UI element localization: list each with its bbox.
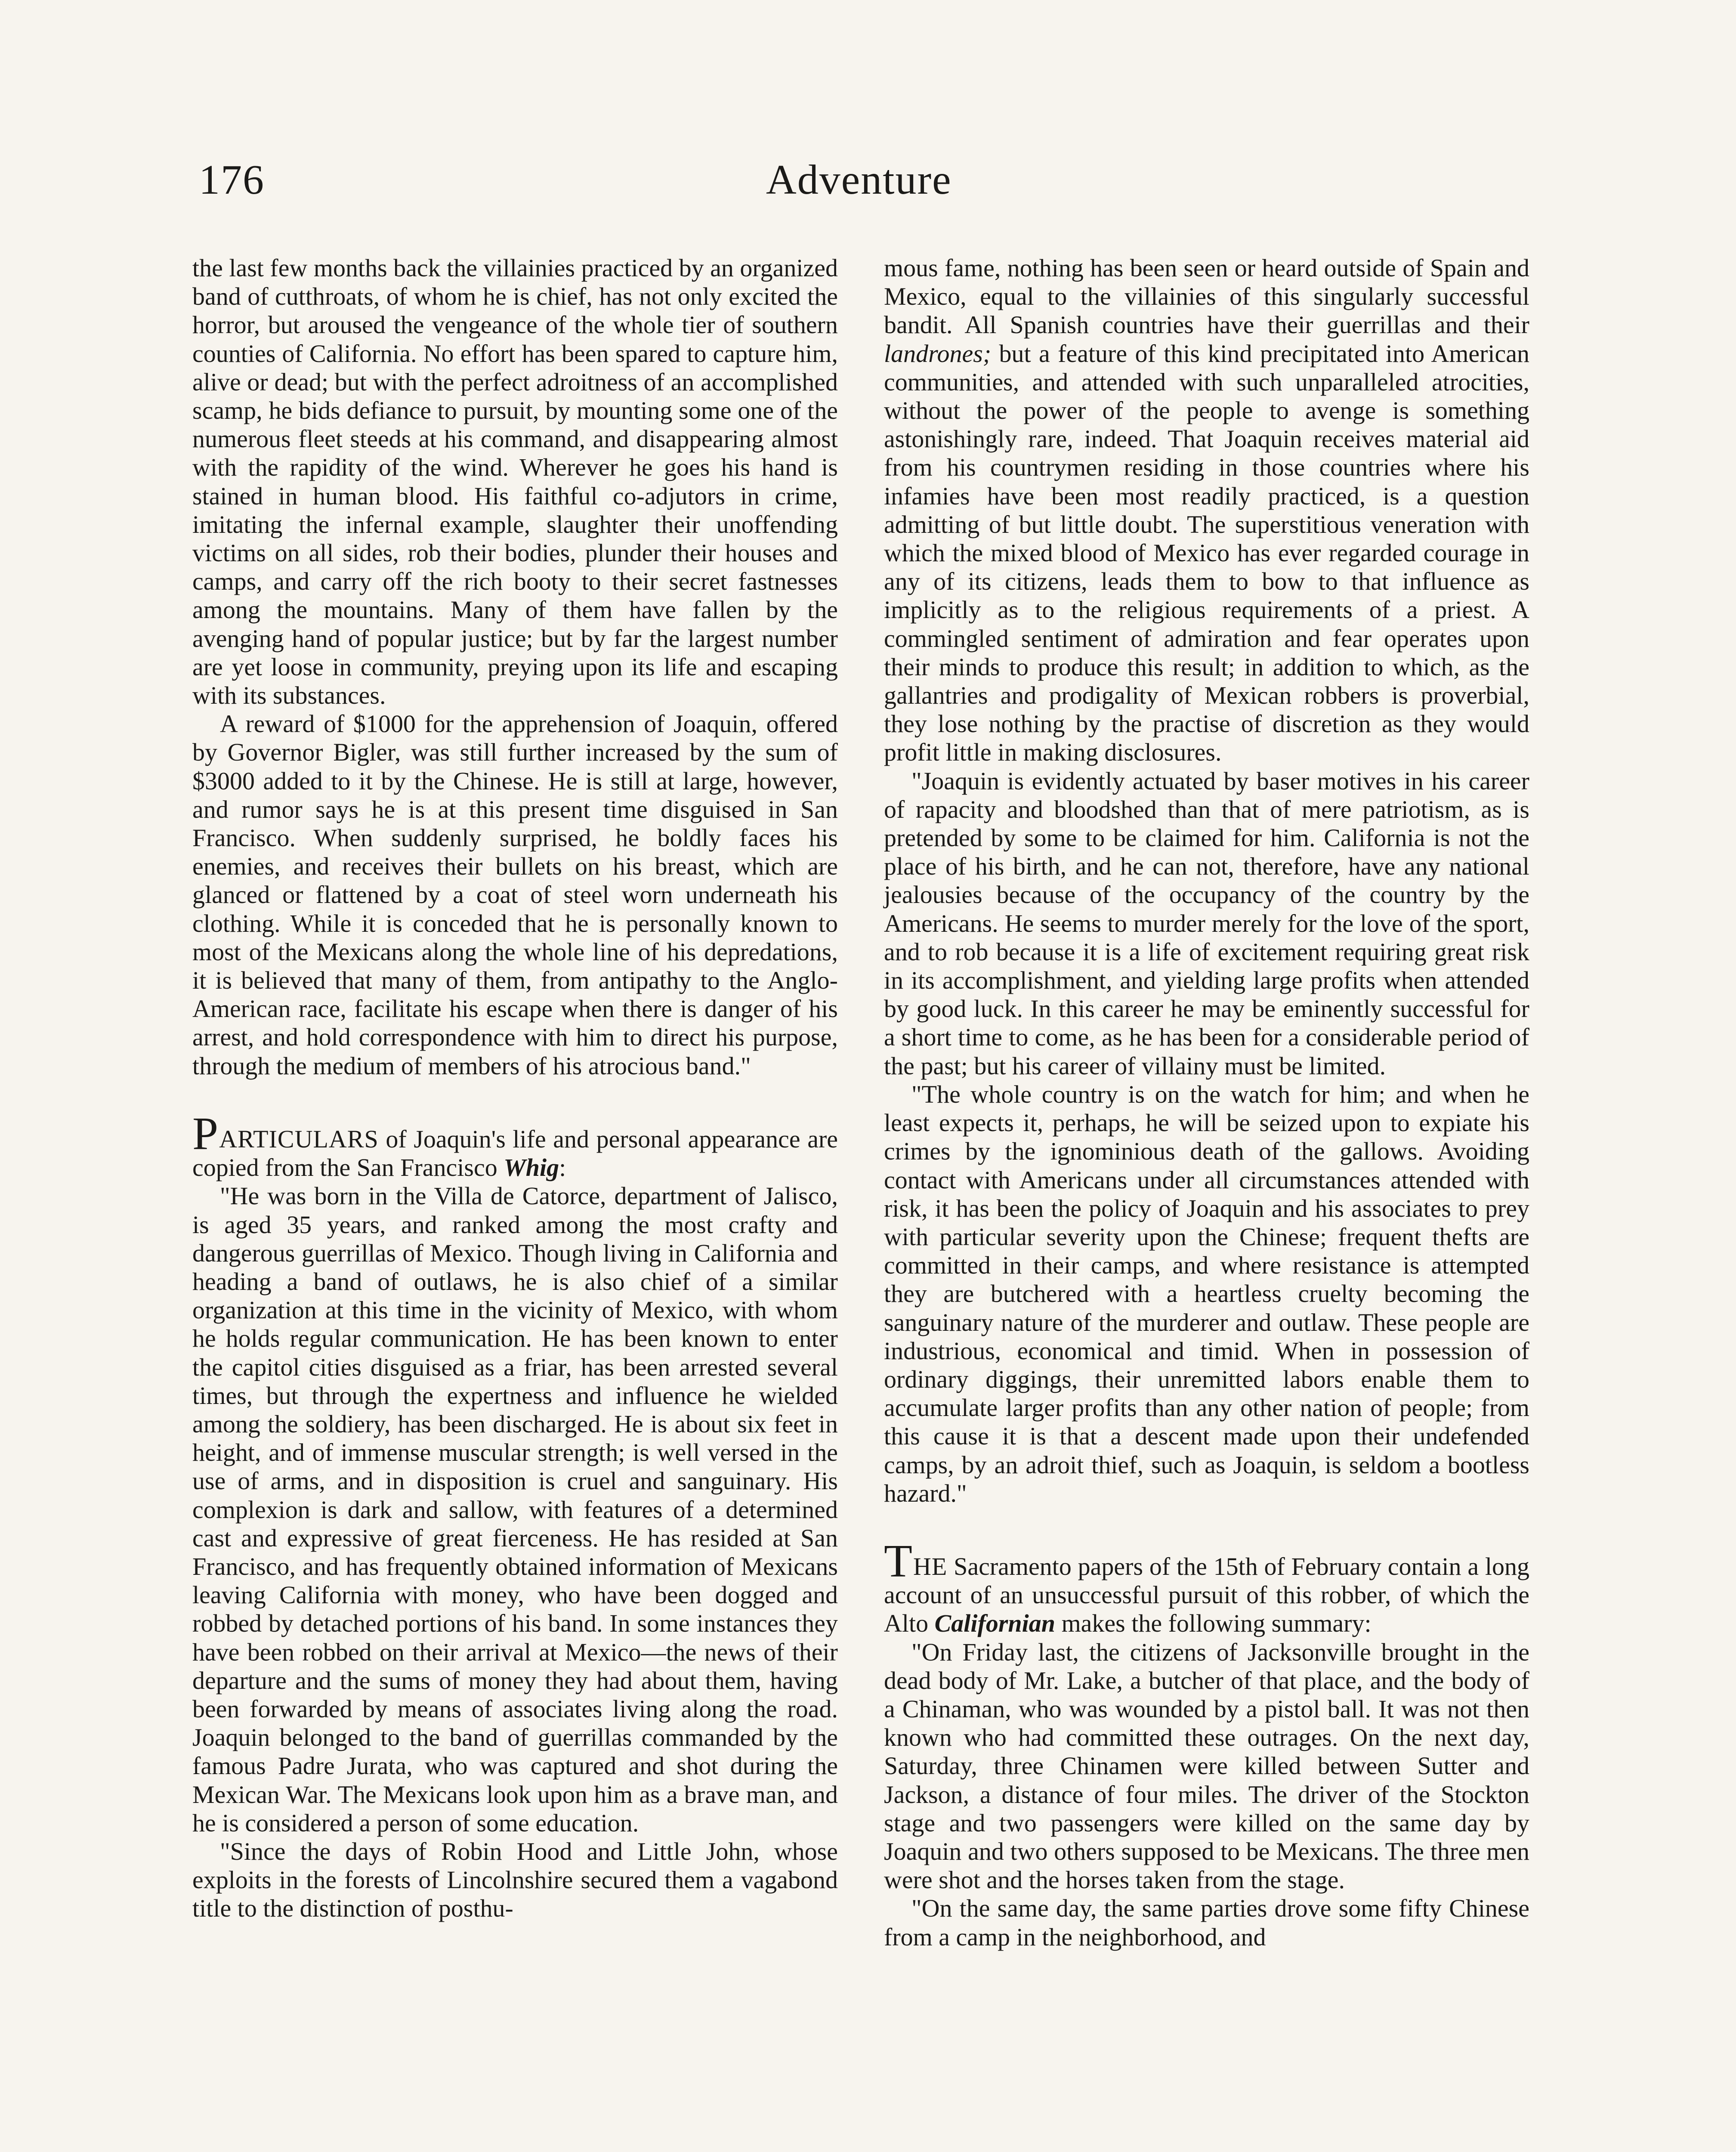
left-column — [192, 254, 838, 1923]
section-break — [884, 1508, 1529, 1549]
paragraph: "On Friday last, the citizens of Jacksonville brought in the dead body of Mr. Lake, a butcher of that place, and the body of a Chinaman, who was wounded by a pistol ball. It was not then known who had committed these outrages. On the next day, Saturday, three Chinamen were killed between Sutter and Jackson, a distance of four miles. The driver of the Stockton stage and two passengers were killed on the same day by Joaquin and two others supposed to be Mexicans. The three men were shot and the horses taken from the stage. — [884, 1638, 1529, 1894]
text-run: but a feature of this kind precipitated into American communities, and attended with such unparalleled atrocities, without the power of the people to avenge is something astonishingly rare, indeed. That Joaquin receives material aid from his countrymen residing in those countries where his infamies have been most readily practiced, is a question admitting of but little doubt. The superstitious veneration with which the mixed blood of Mexico has ever regarded courage in any of its citizens, leads them to bow to that influence as implicitly as to the religious requirements of a priest. A commingled sentiment of admiration and fear operates upon their minds to produce this result; in addition to which, as the gallantries and prodigality of Mexican robbers is proverbial, they lose nothing by the practise of discretion as they would profit little in making disclosures. — [884, 339, 1529, 767]
newspaper-name: Whig — [504, 1153, 559, 1182]
lead-text: of Joaquin's life and personal appearance are copied from the San Francisco — [192, 1125, 838, 1182]
right-column — [884, 254, 1529, 1951]
paragraph: "He was born in the Villa de Catorce, department of Jalisco, is aged 35 years, and ranked among the most crafty and dangerous guerrillas of Mexico. Though living in California and heading a band of outlaws, he is also chief of a similar organization at this time in the vicinity of Mexico, with whom he holds regular communication. He has been known to enter the capitol cities disguised as a friar, has been arrested several times, but through the expertness and influence he wielded among the soldiery, has been discharged. He is about six feet in height, and of immense muscular strength; is well versed in the use of arms, and in disposition is cruel and sanguinary. His complexion is dark and sallow, with features of a determined cast and expressive of great fierceness. He has resided at San Francisco, and has frequently obtained information of Mexicans leaving California with money, who have been dogged and robbed by detached portions of his band. In some instances they have been robbed on their arrival at Mexico—the news of their departure and the sums of money they had about them, having been forwarded by means of associates living along the road. Joaquin belonged to the band of guerrillas commanded by the famous Padre Jurata, who was captured and shot during the Mexican War. The Mexicans look upon him as a brave man, and he is considered a person of some education. — [192, 1182, 838, 1837]
drop-cap: T — [884, 1535, 912, 1587]
lead-text: Sacramento papers of the 15th of February contain a long account of an unsuccessful pursuit of this robber, of which the Alto — [884, 1552, 1529, 1638]
lead-smallcaps: HE — [913, 1552, 948, 1580]
paragraph: "The whole country is on the watch for him; and when he least expects it, perhaps, he will be seized upon to expiate his crimes by the ignominious death of the gallows. Avoiding contact with Americans under all circumstances attended with risk, it has been the policy of Joaquin and his associates to prey with particular severity upon the Chinese; frequent thefts are committed in their camps, and where resistance is attempted they are butchered with a heartless cruelty becoming the sanguinary nature of the murderer and outlaw. These people are industrious, economical and timid. When in possession of ordinary diggings, their unremitted labors enable them to accumulate larger profits than any other nation of people; from this cause it is that a descent made upon their undefended camps, by an adroit thief, such as Joaquin, is seldom a bootless hazard." — [884, 1080, 1529, 1507]
paragraph — [884, 254, 1529, 767]
lead-text-end: : — [559, 1153, 566, 1182]
lead-smallcaps: ARTICULARS — [219, 1125, 379, 1153]
paragraph: "Joaquin is evidently actuated by baser motives in his career of rapacity and bloodshed than that of mere patriotism, as is pretended by some to be claimed for him. California is not the place of his birth, and he can not, therefore, have any national jealousies because of the occupancy of the country by the Americans. He seems to murder merely for the love of the sport, and to rob because it is a life of excitement requiring great risk in its accomplishment, and yielding large profits when attended by good luck. In this career he may be eminently successful for a short time to come, as he has been for a considerable period of the past; but his career of villainy must be limited. — [884, 767, 1529, 1080]
paragraph: the last few months back the villainies practiced by an organized band of cutthroats, of whom he is chief, has not only excited the horror, but aroused the vengeance of the whole tier of southern counties of California. No effort has been spared to capture him, alive or dead; but with the perfect adroitness of an accomplished scamp, he bids defiance to pursuit, by mounting some one of the numerous fleet steeds at his command, and disappearing almost with the rapidity of the wind. Wherever he goes his hand is stained in human blood. His faithful co-adjutors in crime, imitating the infernal example, slaughter their unoffending victims on all sides, rob their bodies, plunder their houses and camps, and carry off the rich booty to their secret fastnesses among the mountains. Many of them have fallen by the avenging hand of popular justice; but by far the largest number are yet loose in community, preying upon its life and escaping with its substances. — [192, 254, 838, 710]
paragraph: "On the same day, the same parties drove some fifty Chinese from a camp in the neighborhood, and — [884, 1894, 1529, 1951]
lead-text-end: makes the following summary: — [1055, 1609, 1372, 1638]
section-lead-paragraph — [884, 1535, 1529, 1638]
text-run: mous fame, nothing has been seen or heard outside of Spain and Mexico, equal to the villainies of this singularly successful bandit. All Spanish countries have their guerrillas and their — [884, 254, 1529, 339]
paragraph: A reward of $1000 for the apprehension of Joaquin, offered by Governor Bigler, was still further increased by the sum of $3000 added to it by the Chinese. He is still at large, however, and rumor says he is at this present time disguised in San Francisco. When suddenly surprised, he boldly faces his enemies, and receives their bullets on his breast, which are glanced or flattened by a coat of steel worn underneath his clothing. While it is conceded that he is personally known to most of the Mexicans along the whole line of his depredations, it is believed that many of them, from antipathy to the Anglo-American race, facilitate his escape when there is danger of his arrest, and hold correspondence with him to direct his purpose, through the medium of members of his atrocious band." — [192, 710, 838, 1080]
page-number: 176 — [199, 157, 265, 203]
italic-term: landrones; — [884, 339, 992, 368]
newspaper-name: Californian — [934, 1609, 1056, 1638]
section-lead-paragraph — [192, 1108, 838, 1182]
paragraph: "Since the days of Robin Hood and Little John, whose exploits in the forests of Lincolnshire secured them a vagabond title to the distinction of posthu- — [192, 1837, 838, 1923]
section-break — [192, 1080, 838, 1122]
running-head-title: Adventure — [766, 157, 952, 203]
drop-cap: P — [192, 1108, 219, 1159]
